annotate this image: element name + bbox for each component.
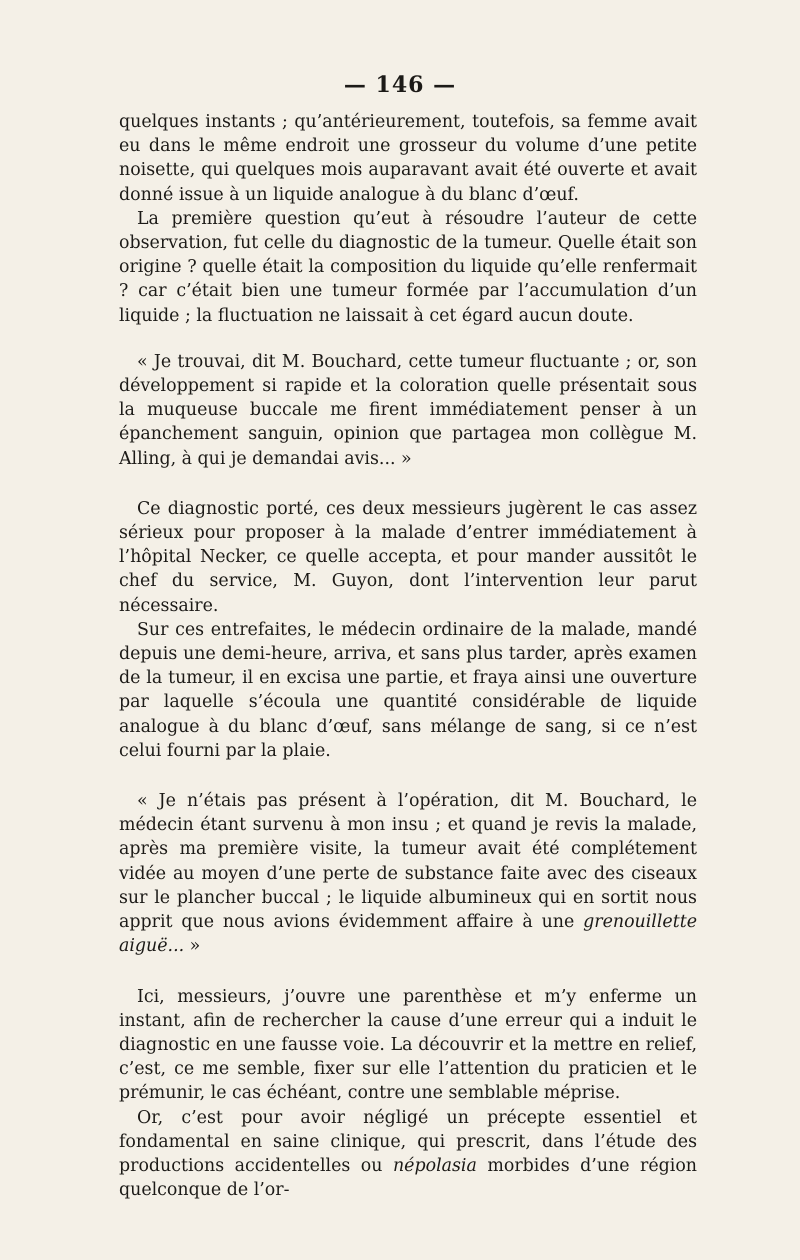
paragraph-4: Ce diagnostic porté, ces deux messieurs jugèrent le cas assez sérieux pour proposer à la malade d’entrer immédiatement à l’hôpital Necker, ce quelle accepta, et pour mander aussitôt le chef du service, M. Guyon, dont l’intervention leur parut nécessaire.	[119, 498, 697, 616]
paragraph-2: La première question qu’eut à résoudre l’auteur de cette observation, fut celle du diagnostic de la tumeur. Quelle était son origine ? quelle était la composition du liquide qu’elle renfermait ? car c’était bien une tumeur formée par l’accumulation d’un liquide ; la fluctuation ne laissait à cet égard aucun doute.	[119, 208, 697, 326]
paragraph-6-text: « Je n’étais pas présent à l’opération, dit M. Bouchard, le médecin étant survenu à mon insu ; et quand je revis la malade, après ma première visite, la tumeur avait été complétement vidée au moyen d’une perte de substance faite avec des ciseaux sur le plancher buccal ; le liquide albumineux qui en sortit nous apprit que nous avions évidemment affaire à une	[119, 791, 697, 933]
paragraph-6-closing: »	[184, 936, 201, 957]
paragraph-8	[119, 1106, 697, 1203]
paragraph-6-quote	[119, 789, 697, 958]
page-number: — 146 —	[343, 72, 457, 98]
paragraph-7: Ici, messieurs, j’ouvre une parenthèse et m’y enferme un instant, afin de rechercher la cause d’une erreur qui a induit le diagnostic en une fausse voie. La découvrir et la mettre en relief, c’est, ce me semble, fixer sur elle l’attention du praticien et le prémunir, le cas échéant, contre une semblable méprise.	[119, 986, 697, 1104]
paragraph-8-emphasis: népolasia	[392, 1155, 477, 1176]
paragraph-1: quelques instants ; qu’antérieurement, toutefois, sa femme avait eu dans le même endroit une grosseur du volume d’une petite noisette, qui quelques mois auparavant avait été ouverte et avait donné issue à un liquide analogue à du blanc d’œuf.	[119, 112, 697, 205]
paragraph-5: Sur ces entrefaites, le médecin ordinaire de la malade, mandé depuis une demi-heure, arriva, et sans plus tarder, après examen de la tumeur, il en excisa une partie, et fraya ainsi une ouverture par laquelle s’écoula une quantité considérable de liquide analogue à du blanc d’œuf, sans mélange de sang, si ce n’est celui fourni par la plaie.	[119, 619, 697, 761]
paragraph-6-emphasis: grenouillette aiguë...	[119, 912, 697, 957]
paragraph-3-quote: « Je trouvai, dit M. Bouchard, cette tumeur fluctuante ; or, son développement si rapide et la coloration quelle présentait sous la muqueuse buccale me firent immédiatement penser à un épanchement sanguin, opinion que partagea mon collègue M. Alling, à qui je demandai avis... »	[119, 351, 697, 469]
body-text	[119, 110, 697, 1202]
paragraph-8-closing: morbides d’une région quelconque de l’or-	[119, 1155, 697, 1201]
paragraph-8-text: Or, c’est pour avoir négligé un précepte essentiel et fondamental en saine clinique, qui prescrit, dans l’étude des productions accidentelles ou	[119, 1107, 697, 1176]
